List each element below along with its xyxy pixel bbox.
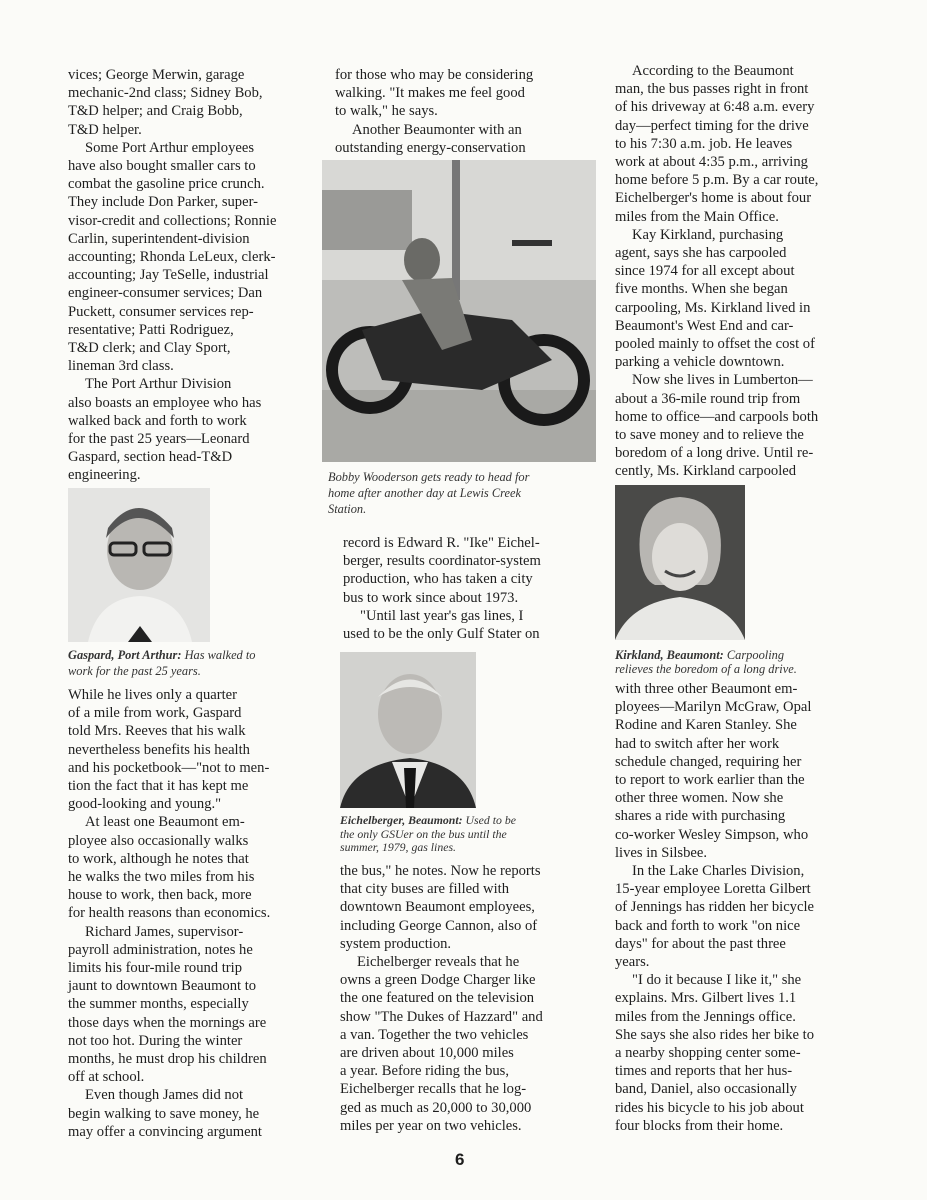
text-line: begin walking to save money, he bbox=[68, 1105, 260, 1122]
text-line: days" for about the past three bbox=[615, 935, 786, 952]
caption-text: Bobby Wooderson gets ready to head for bbox=[328, 470, 530, 484]
text-line: to report to work earlier than the bbox=[615, 772, 805, 789]
text-line: four blocks from their home. bbox=[615, 1117, 784, 1134]
caption-text: Station. bbox=[328, 502, 367, 516]
text-line: those days when the mornings are bbox=[68, 1014, 267, 1031]
text-line: man, the bus passes right in front bbox=[615, 81, 809, 98]
text-line: for health reasons than economics. bbox=[68, 905, 271, 922]
paragraph bbox=[68, 375, 276, 484]
text-line: nevertheless benefits his health bbox=[68, 741, 250, 758]
text-line: the summer months, especially bbox=[68, 996, 249, 1013]
text-line: walking. "It makes me feel good bbox=[335, 85, 525, 102]
paragraph bbox=[615, 371, 818, 480]
article-column-right-top bbox=[615, 62, 818, 481]
photo-gaspard bbox=[68, 488, 210, 642]
text-line: for those who may be considering bbox=[335, 67, 534, 83]
caption-line bbox=[68, 663, 256, 679]
text-line: parking a vehicle downtown. bbox=[615, 354, 785, 371]
text-line: that city buses are filled with bbox=[340, 881, 509, 898]
text-line: Puckett, consumer services rep- bbox=[68, 303, 254, 320]
text-line: a van. Together the two vehicles bbox=[340, 1026, 529, 1043]
caption-text: home after another day at Lewis Creek bbox=[328, 486, 521, 500]
text-line: ployee also occasionally walks bbox=[68, 832, 249, 849]
paragraph bbox=[615, 680, 814, 862]
caption-wooderson bbox=[328, 469, 529, 517]
text-line: years. bbox=[615, 954, 650, 971]
text-line: According to the Beaumont bbox=[632, 63, 794, 79]
text-line: T&D clerk; and Clay Sport, bbox=[68, 340, 231, 357]
text-line: accounting; Rhonda LeLeux, clerk- bbox=[68, 249, 276, 266]
article-column-right-bottom bbox=[615, 680, 814, 1135]
caption-line bbox=[328, 469, 529, 485]
paragraph bbox=[68, 66, 276, 139]
text-line: vices; George Merwin, garage bbox=[68, 67, 245, 83]
text-line: home to office—and carpools both bbox=[615, 408, 819, 425]
text-line: a nearby shopping center some- bbox=[615, 1045, 801, 1062]
text-line: 15-year employee Loretta Gilbert bbox=[615, 881, 811, 898]
text-line: In the Lake Charles Division, bbox=[632, 863, 805, 880]
text-line: Rodine and Karen Stanley. She bbox=[615, 717, 797, 734]
text-line: about a 36-mile round trip from bbox=[615, 390, 801, 407]
paragraph bbox=[343, 607, 541, 643]
caption-line bbox=[615, 648, 797, 662]
text-line: had to switch after her work bbox=[615, 735, 780, 752]
text-line: payroll administration, notes he bbox=[68, 941, 253, 958]
text-line: explains. Mrs. Gilbert lives 1.1 bbox=[615, 990, 797, 1007]
text-line: Carlin, superintendent-division bbox=[68, 230, 250, 247]
paragraph bbox=[68, 686, 270, 813]
text-line: of Jennings has ridden her bicycle bbox=[615, 899, 814, 916]
text-line: jaunt to downtown Beaumont to bbox=[68, 978, 257, 995]
paragraph bbox=[335, 121, 533, 157]
text-line: to his 7:30 a.m. job. He leaves bbox=[615, 135, 793, 152]
caption-line bbox=[68, 647, 256, 663]
page-number: 6 bbox=[455, 1150, 465, 1169]
text-line: Beaumont's West End and car- bbox=[615, 317, 794, 334]
text-line: While he lives only a quarter bbox=[68, 687, 237, 703]
text-line: good-looking and young." bbox=[68, 796, 222, 813]
text-line: Even though James did not bbox=[85, 1087, 244, 1104]
text-line: to save money and to relieve the bbox=[615, 427, 804, 444]
text-line: used to be the only Gulf Stater on bbox=[343, 626, 540, 643]
text-line: he walks the two miles from his bbox=[68, 869, 255, 886]
caption-line bbox=[615, 662, 797, 676]
paragraph bbox=[68, 139, 276, 376]
text-line: with three other Beaumont em- bbox=[615, 681, 798, 697]
text-line: Eichelberger's home is about four bbox=[615, 190, 812, 207]
caption-text: relieves the boredom of a long drive. bbox=[615, 662, 797, 676]
text-line: tion the fact that it has kept me bbox=[68, 778, 249, 795]
text-line: mechanic-2nd class; Sidney Bob, bbox=[68, 85, 263, 102]
text-line: record is Edward R. "Ike" Eichel- bbox=[343, 535, 540, 551]
paragraph bbox=[335, 66, 533, 121]
article-column-middle-top bbox=[335, 66, 533, 157]
text-line: agent, says she has carpooled bbox=[615, 245, 787, 262]
caption-gaspard bbox=[68, 647, 256, 679]
caption-text: work for the past 25 years. bbox=[68, 664, 201, 678]
text-line: downtown Beaumont employees, bbox=[340, 899, 535, 916]
paragraph bbox=[343, 534, 541, 607]
text-line: home before 5 p.m. By a car route, bbox=[615, 172, 819, 189]
text-line: Eichelberger reveals that he bbox=[357, 954, 520, 971]
text-line: the bus," he notes. Now he reports bbox=[340, 863, 541, 879]
text-line: visor-credit and collections; Ronnie bbox=[68, 212, 277, 229]
text-line: ged as much as 20,000 to 30,000 bbox=[340, 1099, 532, 1116]
caption-text: Carpooling bbox=[723, 648, 785, 662]
text-line: of his driveway at 6:48 a.m. every bbox=[615, 99, 815, 116]
text-line: miles from the Jennings office. bbox=[615, 1008, 796, 1025]
caption-eichelberger bbox=[340, 814, 516, 855]
text-line: Some Port Arthur employees bbox=[85, 139, 255, 156]
text-line: system production. bbox=[340, 935, 452, 952]
caption-subject: Gaspard, Port Arthur: bbox=[68, 648, 182, 662]
text-line: Now she lives in Lumberton— bbox=[632, 372, 813, 389]
text-line: cently, Ms. Kirkland carpooled bbox=[615, 463, 797, 480]
caption-text: Used to be bbox=[462, 813, 516, 827]
text-line: lineman 3rd class. bbox=[68, 358, 174, 375]
caption-line bbox=[328, 485, 529, 501]
text-line: engineering. bbox=[68, 467, 141, 484]
text-line: limits his four-mile round trip bbox=[68, 960, 243, 977]
paragraph bbox=[615, 62, 818, 226]
photo-eichelberger bbox=[340, 652, 476, 808]
text-line: co-worker Wesley Simpson, who bbox=[615, 826, 809, 843]
text-line: outstanding energy-conservation bbox=[335, 139, 526, 156]
text-line: of a mile from work, Gaspard bbox=[68, 705, 242, 722]
text-line: T&D helper; and Craig Bobb, bbox=[68, 103, 243, 120]
text-line: "Until last year's gas lines, I bbox=[360, 607, 524, 624]
article-column-left-bottom bbox=[68, 686, 270, 1141]
text-line: and his pocketbook—"not to men- bbox=[68, 759, 270, 776]
paragraph bbox=[68, 1086, 270, 1141]
text-line: miles from the Main Office. bbox=[615, 208, 779, 225]
text-line: rides his bicycle to his job about bbox=[615, 1099, 804, 1116]
text-line: Kay Kirkland, purchasing bbox=[632, 226, 784, 243]
text-line: walked back and forth to work bbox=[68, 412, 247, 429]
text-line: other three women. Now she bbox=[615, 790, 784, 807]
text-line: have also bought smaller cars to bbox=[68, 158, 256, 175]
text-line: engineer-consumer services; Dan bbox=[68, 285, 263, 302]
text-line: At least one Beaumont em- bbox=[85, 814, 245, 831]
article-column-middle-bottom bbox=[340, 862, 543, 1135]
paragraph bbox=[68, 813, 270, 922]
text-line: not too hot. During the winter bbox=[68, 1032, 243, 1049]
text-line: The Port Arthur Division bbox=[85, 376, 232, 393]
text-line: times and reports that her hus- bbox=[615, 1063, 793, 1080]
text-line: house to work, then back, more bbox=[68, 887, 252, 904]
text-line: back and forth to work "on nice bbox=[615, 917, 801, 934]
caption-text: summer, 1979, gas lines. bbox=[340, 840, 457, 854]
caption-text: Has walked to bbox=[181, 648, 256, 662]
text-line: owns a green Dodge Charger like bbox=[340, 972, 536, 989]
text-line: She says she also rides her bike to bbox=[615, 1026, 815, 1043]
caption-line bbox=[340, 828, 516, 842]
article-column-left-top bbox=[68, 66, 276, 485]
text-line: band, Daniel, also occasionally bbox=[615, 1081, 797, 1098]
photo-motorcycle bbox=[322, 160, 596, 462]
text-line: to walk," he says. bbox=[335, 103, 438, 120]
text-line: since 1974 for all except about bbox=[615, 263, 795, 280]
text-line: months, he must drop his children bbox=[68, 1051, 267, 1068]
text-line: resentative; Patti Rodriguez, bbox=[68, 321, 234, 338]
text-line: for the past 25 years—Leonard bbox=[68, 431, 250, 448]
paragraph bbox=[615, 971, 814, 1135]
text-line: are driven about 10,000 miles bbox=[340, 1045, 514, 1062]
text-line: work at about 4:35 p.m., arriving bbox=[615, 154, 808, 171]
text-line: accounting; Jay TeSelle, industrial bbox=[68, 267, 269, 284]
text-line: also boasts an employee who has bbox=[68, 394, 262, 411]
text-line: combat the gasoline price crunch. bbox=[68, 176, 265, 193]
text-line: show "The Dukes of Hazzard" and bbox=[340, 1008, 543, 1025]
text-line: Gaspard, section head-T&D bbox=[68, 449, 233, 466]
text-line: bus to work since about 1973. bbox=[343, 589, 519, 606]
text-line: schedule changed, requiring her bbox=[615, 753, 802, 770]
text-line: told Mrs. Reeves that his walk bbox=[68, 723, 246, 740]
text-line: berger, results coordinator-system bbox=[343, 553, 541, 570]
paragraph bbox=[615, 862, 814, 971]
text-line: Another Beaumonter with an bbox=[352, 121, 522, 138]
caption-line bbox=[340, 841, 516, 855]
text-line: Richard James, supervisor- bbox=[85, 923, 244, 940]
text-line: off at school. bbox=[68, 1069, 145, 1086]
caption-subject: Eichelberger, Beaumont: bbox=[340, 813, 463, 827]
text-line: five months. When she began bbox=[615, 281, 788, 298]
text-line: a year. Before riding the bus, bbox=[340, 1063, 509, 1080]
text-line: lives in Silsbee. bbox=[615, 844, 708, 861]
paragraph bbox=[615, 226, 818, 372]
paragraph bbox=[340, 862, 543, 953]
text-line: They include Don Parker, super- bbox=[68, 194, 258, 211]
text-line: "I do it because I like it," she bbox=[632, 972, 802, 989]
text-line: carpooling, Ms. Kirkland lived in bbox=[615, 299, 811, 316]
text-line: production, who has taken a city bbox=[343, 571, 533, 588]
text-line: boredom of a long drive. Until re- bbox=[615, 445, 814, 462]
text-line: miles per year on two vehicles. bbox=[340, 1117, 522, 1134]
text-line: including George Cannon, also of bbox=[340, 917, 538, 934]
text-line: may offer a convincing argument bbox=[68, 1123, 262, 1140]
text-line: shares a ride with purchasing bbox=[615, 808, 786, 825]
paragraph bbox=[340, 953, 543, 1135]
caption-text: the only GSUer on the bus until the bbox=[340, 826, 507, 841]
text-line: Eichelberger recalls that he log- bbox=[340, 1081, 527, 1098]
text-line: to work, although he notes that bbox=[68, 850, 249, 867]
article-column-middle-mid bbox=[343, 534, 541, 643]
paragraph bbox=[68, 923, 270, 1087]
caption-line bbox=[328, 501, 529, 517]
text-line: day—perfect timing for the drive bbox=[615, 117, 809, 134]
photo-kirkland bbox=[615, 485, 745, 640]
caption-kirkland bbox=[615, 648, 797, 676]
text-line: the one featured on the television bbox=[340, 990, 535, 1007]
caption-line bbox=[340, 814, 516, 828]
text-line: T&D helper. bbox=[68, 121, 142, 138]
text-line: ployees—Marilyn McGraw, Opal bbox=[615, 699, 812, 716]
text-line: pooled mainly to offset the cost of bbox=[615, 336, 815, 353]
caption-subject: Kirkland, Beaumont: bbox=[615, 648, 724, 662]
